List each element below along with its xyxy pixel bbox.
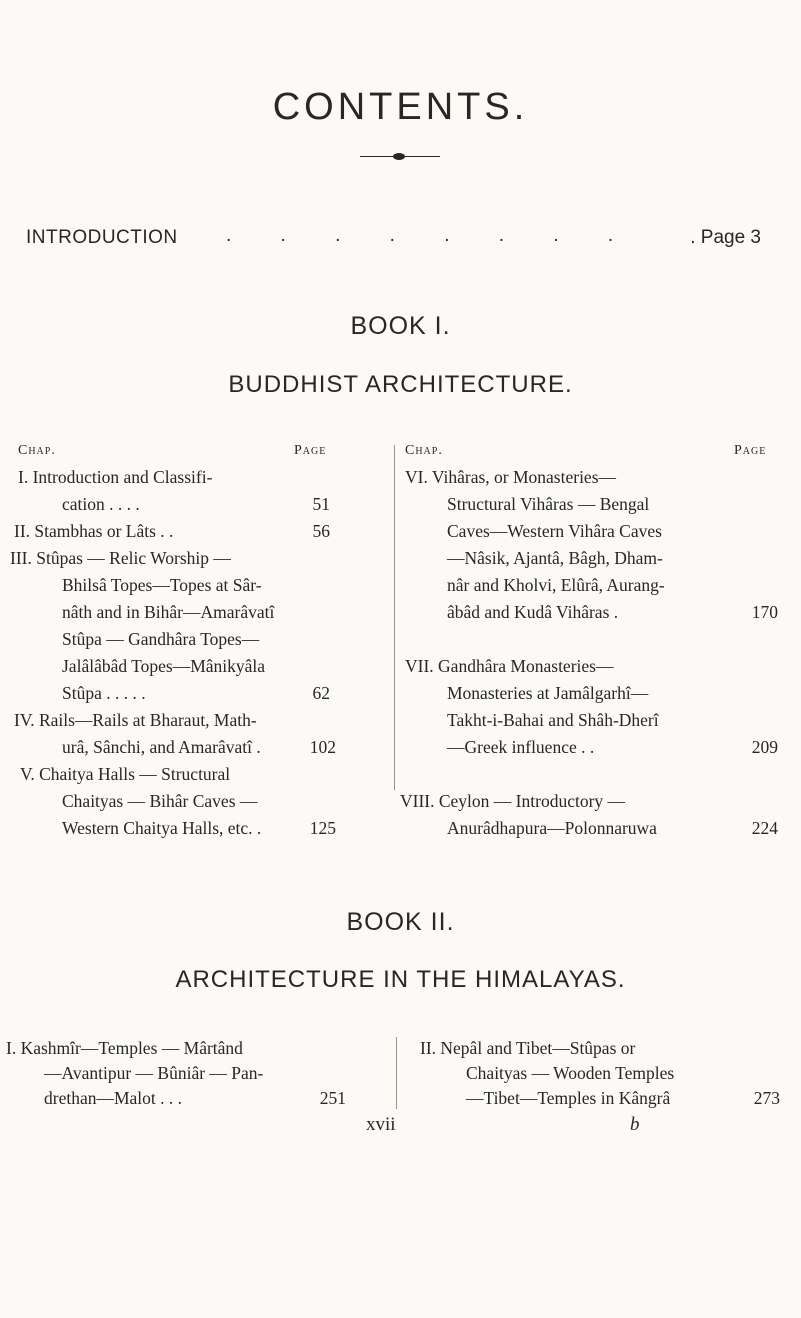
toc-line: VI. Vihâras, or Monasteries— [405, 467, 617, 487]
toc-line: I. Kashmîr—Temples — Mârtând [6, 1038, 243, 1058]
toc-line: Stûpa . . . . . [62, 683, 146, 703]
book2-title: ARCHITECTURE IN THE HIMALAYAS. [175, 966, 626, 993]
book1-right-chap-head: Chap. [405, 443, 443, 458]
toc-page-number: 62 [312, 683, 330, 703]
toc-line: Monasteries at Jamâlgarhî— [447, 683, 649, 703]
introduction-leader: . . . . . . . . [226, 225, 636, 246]
toc-line: Jalâlâbâd Topes—Mânikyâla [62, 656, 266, 676]
introduction-page: . Page 3 [690, 227, 761, 248]
page-roman-numeral: xvii [366, 1114, 396, 1135]
book1-number: BOOK I. [350, 312, 451, 340]
book1-left-page-head: Page [294, 443, 327, 458]
toc-line: —Nâsik, Ajantâ, Bâgh, Dham- [447, 548, 663, 568]
book1-title: BUDDHIST ARCHITECTURE. [228, 371, 573, 398]
toc-line: Bhilsâ Topes—Topes at Sâr- [62, 575, 262, 595]
toc-line: Chaityas — Bihâr Caves — [62, 791, 258, 811]
toc-page-number: 56 [312, 521, 330, 541]
book1-left-chap-head: Chap. [18, 443, 56, 458]
book1-column-divider [394, 445, 395, 790]
contents-title: CONTENTS. [272, 86, 529, 128]
toc-line: IV. Rails—Rails at Bharaut, Math- [14, 710, 257, 730]
toc-line: VIII. Ceylon — Introductory — [400, 791, 626, 811]
printer-signature: b [630, 1114, 640, 1135]
toc-line: âbâd and Kudâ Vihâras . [447, 602, 619, 622]
introduction-label: INTRODUCTION [26, 227, 178, 248]
toc-page-number: 273 [753, 1088, 780, 1108]
toc-line: I. Introduction and Classifi- [18, 467, 213, 487]
toc-page-number: 251 [319, 1088, 346, 1108]
toc-page-number: 209 [751, 737, 778, 757]
toc-line: urâ, Sânchi, and Amarâvatî . [62, 737, 261, 757]
toc-line: nâth and in Bihâr—Amarâvatî [62, 602, 275, 622]
toc-page-number: 170 [751, 602, 778, 622]
toc-line: nâr and Kholvi, Elûrâ, Aurang- [447, 575, 665, 595]
toc-line: —Avantipur — Bûniâr — Pan- [44, 1063, 264, 1083]
toc-page-number: 125 [309, 818, 336, 838]
toc-line: II. Nepâl and Tibet—Stûpas or [420, 1038, 636, 1058]
toc-line: V. Chaitya Halls — Structural [20, 764, 231, 784]
toc-line: —Greek influence . . [447, 737, 595, 757]
toc-line: —Tibet—Temples in Kângrâ [466, 1088, 671, 1108]
book1-right-page-head: Page [734, 443, 767, 458]
toc-page-number: 51 [312, 494, 330, 514]
toc-line: III. Stûpas — Relic Worship — [10, 548, 231, 568]
toc-line: Western Chaitya Halls, etc. . [62, 818, 262, 838]
toc-line: Caves—Western Vihâra Caves [447, 521, 662, 541]
toc-line: cation . . . . [62, 494, 140, 514]
toc-line: Anurâdhapura—Polonnaruwa [447, 818, 657, 838]
toc-page-number: 224 [751, 818, 778, 838]
toc-line: II. Stambhas or Lâts . . [14, 521, 174, 541]
book2-number: BOOK II. [346, 908, 455, 936]
title-rule-ornament [393, 153, 405, 160]
toc-line: Takht-i-Bahai and Shâh-Dherî [447, 710, 659, 730]
toc-line: Chaityas — Wooden Temples [466, 1063, 675, 1083]
toc-line: drethan—Malot . . . [44, 1088, 183, 1108]
toc-page-number: 102 [309, 737, 336, 757]
book2-column-divider [396, 1037, 397, 1109]
toc-line: Stûpa — Gandhâra Topes— [62, 629, 260, 649]
toc-line: VII. Gandhâra Monasteries— [405, 656, 614, 676]
toc-line: Structural Vihâras — Bengal [447, 494, 650, 514]
